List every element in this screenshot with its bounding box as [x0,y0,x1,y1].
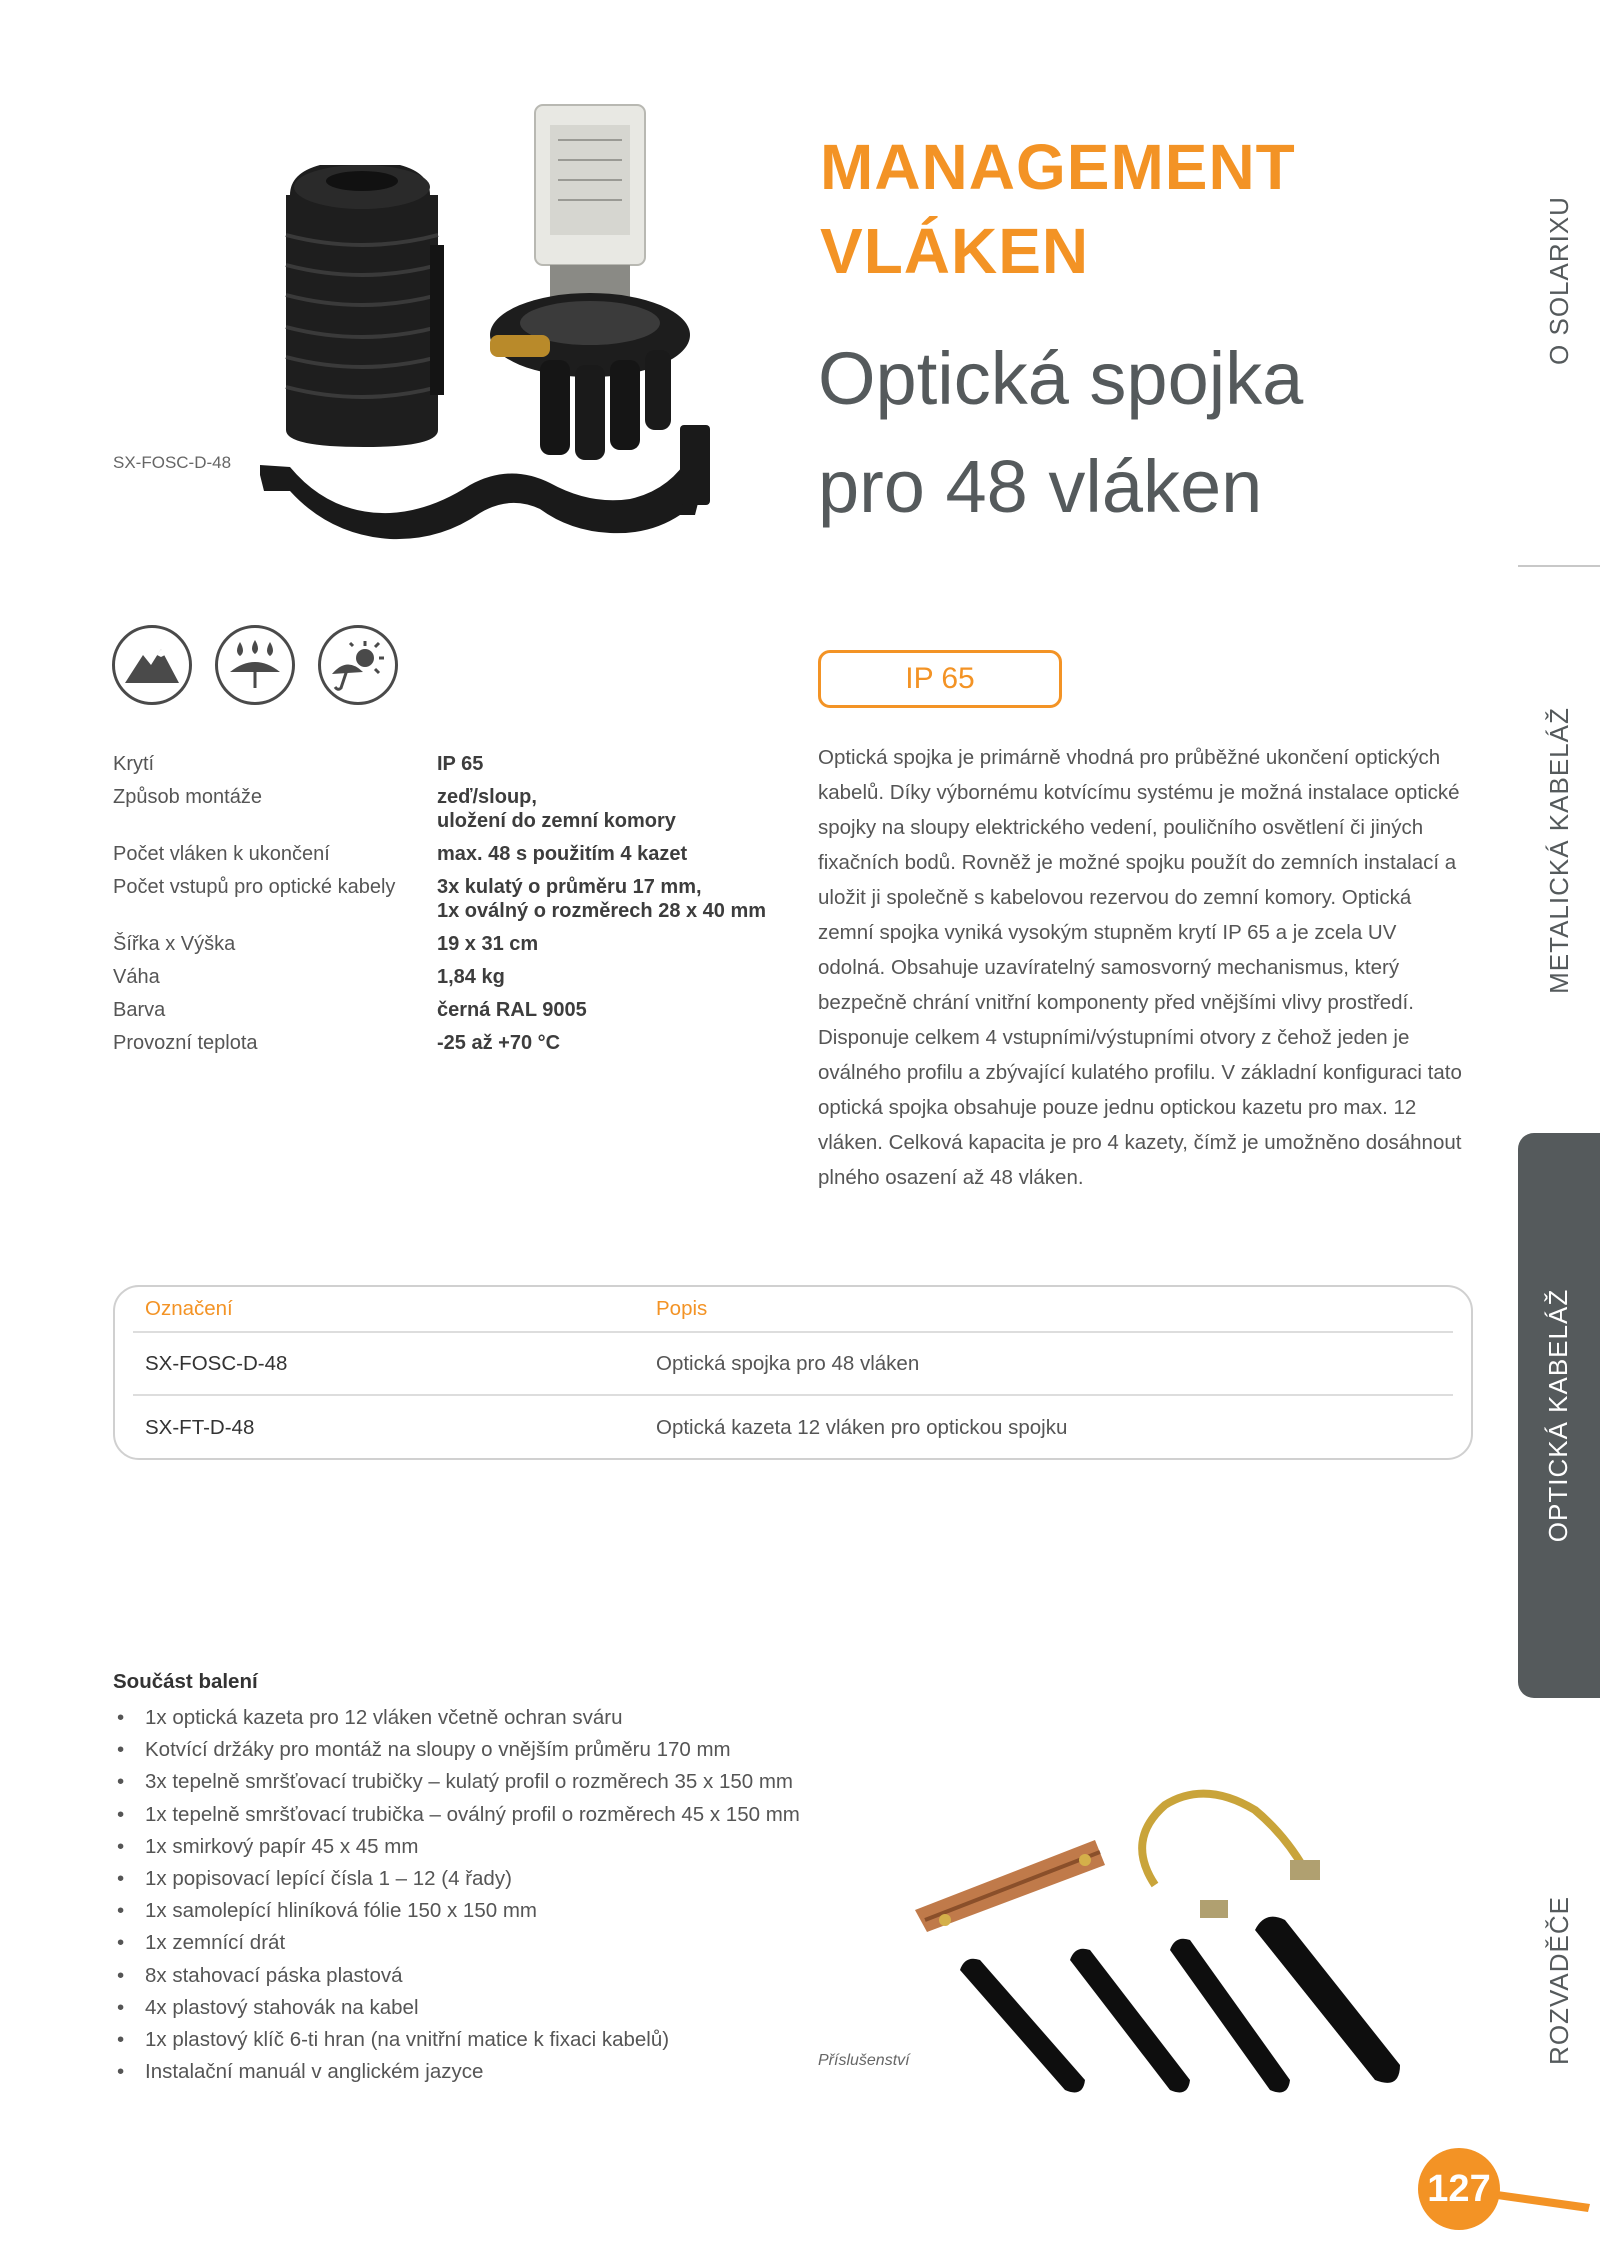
heat-shrink-tubes [960,1917,1400,2093]
spec-value: IP 65 [437,753,484,775]
page-number: 127 [1418,2148,1500,2230]
category-heading-line2: VLÁKEN [820,215,1090,287]
package-contents-list [113,1702,800,2088]
column-header-description: Popis [656,1297,708,1320]
spec-value: max. 48 s použitím 4 kazet [437,843,688,865]
list-item-text: 1x samolepící hliníková fólie 150 x 150 mm [145,1899,537,1923]
list-item-text: 1x smirkový papír 45 x 45 mm [145,1834,419,1858]
side-tab-label: ROZVADĚČE [1543,1895,1574,2065]
product-image-caption: SX-FOSC-D-48 [113,453,232,472]
water-drops-umbrella-icon [215,625,295,705]
spec-row [113,785,793,833]
list-item [113,1863,800,1895]
product-code-description: Optická spojka pro 48 vláken [656,1351,920,1375]
bullet: • [117,1834,125,1858]
category-heading-line1: MANAGEMENT [820,131,1296,203]
bullet: • [117,1995,125,2019]
product-title-line2: pro 48 vláken [818,445,1263,528]
product-codes-table [113,1285,1473,1460]
list-item [113,1992,800,2024]
spec-label: Provozní teplota [113,1032,258,1054]
list-item-text: 4x plastový stahovák na kabel [145,1995,419,2019]
list-item [113,1702,800,1734]
product-title [818,325,1303,541]
side-tab-divider [1518,565,1600,567]
bullet: • [117,1931,125,1955]
spec-value: černá RAL 9005 [437,999,587,1021]
spec-value: 3x kulatý o průměru 17 mm, 1x oválný o rozměrech 28 x 40 mm [437,876,767,922]
bullet: • [117,1866,125,1890]
list-item [113,1799,800,1831]
product-description: Optická spojka je primárně vhodná pro průběžné ukončení optických kabelů. Díky výbornému kotvícímu systému je možná instalace optické spojky na sloupy elektrického vedení, pouličního osvětlení či jiných fixačních bodů. Rovněž je možné spojku použít do zemních instalací a uložit ji společně s kabelovou rezervou do zemní komory. Optická zemní spojka vyniká vysokým stupněm krytí IP 65 a je zcela UV odolná. Obsahuje uzavíratelný samosvorný mechanismus, který bezpečně chrání vnitřní komponenty před vnějšími vlivy prostředí. Disponuje celkem 4 vstupními/výstupními otvory z čehož jeden je oválného profilu a zbývající kulatého profilu. V základní konfiguraci tato optická spojka obsahuje pouze jednu optickou kazetu pro max. 12 vláken. Celková kapacita je pro 4 kazety, čímž je umožněno dosáhnout plného osazení až 48 vláken. [818,746,1462,1189]
product-code: SX-FOSC-D-48 [145,1351,288,1375]
spec-value: -25 až +70 °C [437,1032,561,1054]
side-tab-label: O SOLARIXU [1543,195,1574,365]
spec-row [113,965,793,989]
mountain-icon [112,625,192,705]
spec-row [113,875,793,923]
accessories-image [905,1780,1425,2110]
spec-label: Šířka x Výška [113,933,236,955]
list-item [113,2024,800,2056]
column-header-code: Označení [145,1297,233,1320]
category-heading [820,125,1296,293]
bullet: • [117,1738,125,1762]
bullet: • [117,1963,125,1987]
feature-icons [112,625,398,705]
ip-rating-badge: IP 65 [818,650,1062,708]
list-item [113,1927,800,1959]
bullet: • [117,2060,125,2084]
side-tab-o-solarixu[interactable] [1518,150,1600,410]
spec-label: Počet vláken k ukončení [113,843,330,865]
bullet: • [117,2027,125,2051]
spec-label: Způsob montáže [113,786,262,808]
side-tab-metalicka-kabelaz[interactable] [1518,680,1600,1020]
page-number-pointer [1490,2176,1600,2216]
side-tab-label: OPTICKÁ KABELÁŽ [1543,1288,1574,1543]
spec-value: 1,84 kg [437,966,505,988]
list-item [113,1895,800,1927]
bullet: • [117,1899,125,1923]
list-item-text: 1x optická kazeta pro 12 vláken včetně ochran sváru [145,1706,623,1729]
spec-row [113,752,793,776]
spec-value: 19 x 31 cm [437,933,539,955]
list-item-text: 1x popisovací lepící čísla 1 – 12 (4 řady) [145,1866,512,1890]
cassette-base [490,105,690,460]
spec-row [113,1031,793,1055]
side-tab-label: METALICKÁ KABELÁŽ [1543,706,1574,994]
product-code: SX-FT-D-48 [145,1415,255,1439]
dome-cover [286,165,444,447]
list-item-text: 3x tepelně smršťovací trubičky – kulatý profil o rozměrech 35 x 150 mm [145,1770,794,1794]
list-item-text: 8x stahovací páska plastová [145,1963,403,1987]
list-item [113,1766,800,1798]
spec-row [113,998,793,1022]
spec-label: Krytí [113,753,155,775]
spec-label: Váha [113,966,160,988]
list-item-text: Instalační manuál v anglickém jazyce [145,2060,484,2084]
spec-row [113,842,793,866]
table-row [133,1333,1453,1396]
spec-row [113,932,793,956]
spec-label: Počet vstupů pro optické kabely [113,876,396,898]
list-item [113,1831,800,1863]
list-item-text: Kotvící držáky pro montáž na sloupy o vnějším průměru 170 mm [145,1738,731,1762]
spec-table [113,752,793,1064]
list-item [113,1960,800,1992]
spec-label: Barva [113,999,166,1021]
side-tab-opticka-kabelaz[interactable] [1518,1133,1600,1698]
mounting-bracket [915,1840,1105,1932]
table-row [133,1396,1453,1459]
accessories-caption: Příslušenství [818,2052,910,2069]
list-item-text: 1x plastový klíč 6-ti hran (na vnitřní matice k fixaci kabelů) [145,2027,670,2051]
list-item-text: 1x zemnící drát [145,1931,286,1955]
list-item-text: 1x tepelně smršťovací trubička – oválný profil o rozměrech 45 x 150 mm [145,1802,800,1826]
spec-value: zeď/sloup, uložení do zemní komory [437,786,676,832]
sun-umbrella-icon [318,625,398,705]
table-header-row [133,1287,1453,1333]
bullet: • [117,1802,125,1826]
product-code-description: Optická kazeta 12 vláken pro optickou spojku [656,1415,1068,1439]
side-tab-rozvadece[interactable] [1518,1875,1600,2085]
list-item [113,2056,800,2088]
list-item [113,1734,800,1766]
package-contents-title: Součást balení [113,1670,258,1693]
bullet: • [117,1706,125,1729]
product-image [250,95,720,595]
product-title-line1: Optická spojka [818,337,1304,420]
u-bolt [1142,1794,1320,1918]
bullet: • [117,1770,125,1794]
